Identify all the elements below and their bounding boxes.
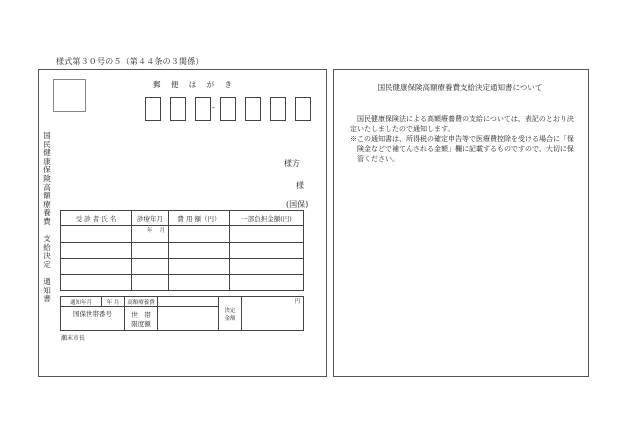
vertical-title-char: 保: [43, 165, 51, 175]
treatment-month-cell: [132, 226, 169, 243]
zip-box-7[interactable]: [295, 97, 311, 121]
zip-box-4[interactable]: [220, 97, 236, 121]
table-cell: [132, 275, 169, 291]
yen-label: 円: [294, 299, 300, 305]
limit-label: 限度額: [131, 319, 151, 328]
notice-month-label: 月: [113, 299, 120, 306]
form-number: 様式第３０号の５（第４４条の３関係）: [56, 57, 204, 66]
table-cell: [158, 297, 219, 307]
vertical-title-char: 定: [43, 259, 51, 269]
vertical-title-char: 高: [43, 182, 51, 192]
notice-paragraph-2: ※この通知書は、所得税の確定申告等で医療費控除を受ける場合に「保険金などで補てんされる金額」欄に記載するものですので、大切に保管ください。: [350, 135, 574, 163]
vertical-title-char: 民: [43, 139, 51, 149]
notice-title: 国民健康保険高額療養費支給決定通知書について: [377, 83, 543, 92]
notice-body: [350, 114, 580, 164]
vertical-title-char: 額: [43, 191, 51, 201]
table-cell: [61, 259, 132, 275]
vertical-title-char: 費: [43, 216, 51, 226]
table-cell: [169, 259, 230, 275]
program-label: (国保): [286, 200, 309, 209]
zip-box-1[interactable]: [145, 97, 161, 121]
vertical-title-char: 給: [43, 242, 51, 252]
zip-box-2[interactable]: [170, 97, 186, 121]
lower-table: [60, 296, 304, 331]
household-number-label: 国保世帯番号: [61, 307, 125, 331]
honorific-sama-kata: 様方: [284, 159, 300, 168]
stamp-box: [53, 79, 86, 112]
vertical-title-char: 書: [43, 294, 51, 304]
header-medical-cost: 費 用 額（円）: [169, 211, 230, 226]
zip-box-6[interactable]: [270, 97, 286, 121]
table-cell: [132, 259, 169, 275]
notice-year-label: 年: [106, 299, 113, 306]
table-cell: [61, 243, 132, 259]
header-patient-name: 受 診 者 氏 名: [61, 211, 132, 226]
honorific-sama: 様: [296, 181, 304, 190]
month-label: 月: [159, 228, 165, 234]
city-mayor-label: 瀬末市長: [61, 335, 86, 342]
decision-label-1: 決定: [224, 307, 236, 314]
notice-date-label: 通知年月: [61, 297, 102, 307]
table-cell: [230, 259, 304, 275]
vertical-title-char: 支: [43, 234, 51, 244]
household-label: 世 帯: [131, 310, 151, 319]
vertical-title-char: 療: [43, 199, 51, 209]
vertical-title-char: 知: [43, 285, 51, 295]
decision-label: [219, 297, 242, 331]
table-cell: [132, 243, 169, 259]
upper-table: [60, 210, 304, 291]
table-cell: [230, 243, 304, 259]
vertical-title-char: 通: [43, 277, 51, 287]
table-cell: [230, 226, 304, 243]
zip-box-5[interactable]: [245, 97, 261, 121]
vertical-title-char: 険: [43, 173, 51, 183]
notice-year-month: [102, 297, 125, 307]
year-label: 年: [146, 228, 153, 234]
vertical-title: [41, 132, 53, 304]
vertical-title-char: 国: [43, 131, 51, 140]
table-cell: [61, 275, 132, 291]
header-treatment-month: 診療年月: [132, 211, 169, 226]
table-cell: [169, 243, 230, 259]
notice-paragraph-1: 国民健康保険法による高額療養費の支給については、表記のとおり決定いたしましたので通知します。: [350, 115, 574, 133]
decision-label-2: 金額: [224, 315, 236, 322]
postcard-title: 郵 便 は が き: [153, 80, 237, 89]
table-cell: [158, 307, 219, 331]
decision-amount-cell: [242, 297, 304, 331]
table-cell: [169, 226, 230, 243]
household-limit-label: [125, 307, 158, 331]
zip-box-3[interactable]: [195, 97, 211, 121]
high-cost-label: 高額療養費: [125, 297, 158, 307]
table-cell: [169, 275, 230, 291]
vertical-title-char: 康: [43, 156, 51, 166]
header-copayment: 一部負担金額(円): [230, 211, 304, 226]
zip-separator: -: [212, 103, 215, 112]
vertical-title-char: 健: [43, 148, 51, 158]
vertical-title-char: 決: [43, 251, 51, 261]
vertical-title-char: 養: [43, 208, 51, 218]
table-cell: [61, 226, 132, 243]
table-cell: [230, 275, 304, 291]
